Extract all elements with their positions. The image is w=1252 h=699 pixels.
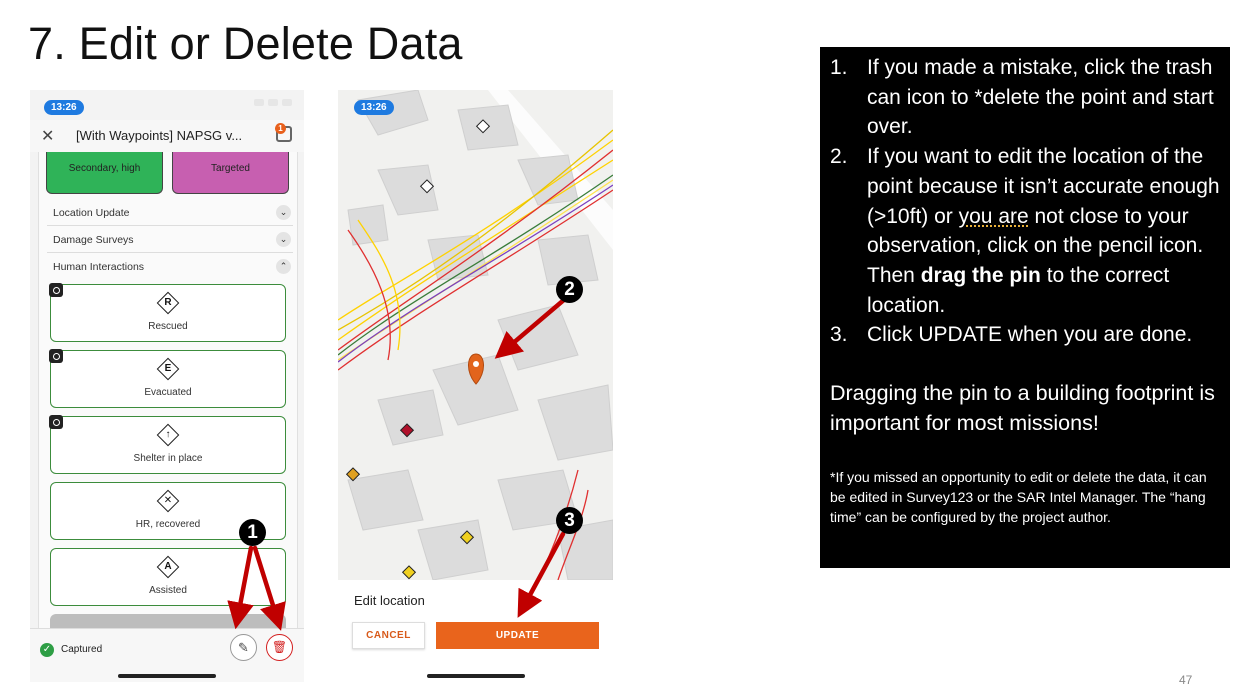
- captured-label: Captured: [61, 644, 103, 655]
- chevron-down-icon[interactable]: ⌄: [276, 205, 291, 220]
- choice-secondary-high[interactable]: Secondary, high: [46, 152, 163, 194]
- recovered-symbol-icon: ✕: [157, 490, 180, 513]
- chevron-up-icon[interactable]: ⌃: [276, 259, 291, 274]
- close-icon[interactable]: ✕: [41, 128, 55, 145]
- notification-badge: 1: [275, 123, 286, 134]
- step-1: 1. If you made a mistake, click the trash can icon to *delete the point and start over.: [830, 56, 1214, 139]
- group-label: Human Interactions: [53, 261, 145, 273]
- status-time: 13:26: [44, 100, 84, 115]
- check-icon: ✓: [40, 643, 54, 657]
- trash-delete-button[interactable]: 🗑: [266, 634, 293, 661]
- chevron-down-icon[interactable]: ⌄: [276, 232, 291, 247]
- page-number: 47: [1179, 673, 1193, 687]
- step-2: 2. If you want to edit the location of the point because it isn’t accurate enough (>10ft) or you are not close to your observation, click on the pencil icon. Then drag the pin to the correct location.: [830, 145, 1220, 317]
- status-time: 13:26: [354, 100, 394, 115]
- pencil-edit-button[interactable]: ✎: [230, 634, 257, 661]
- evacuated-symbol-icon: E: [157, 358, 180, 381]
- callout-2: 2: [556, 276, 583, 303]
- option-label: Shelter in place: [133, 453, 203, 464]
- drag-note: Dragging the pin to a building footprint is important for most missions!: [830, 381, 1215, 435]
- edit-location-label: Edit location: [354, 593, 425, 608]
- option-label: Evacuated: [144, 387, 192, 398]
- option-label: Assisted: [149, 585, 187, 596]
- shelter-symbol-icon: ↑: [157, 424, 180, 447]
- update-button[interactable]: UPDATE: [436, 622, 599, 649]
- assisted-symbol-icon: A: [157, 556, 180, 579]
- footnote: *If you missed an opportunity to edit or delete the data, it can be edited in Survey123 or the SAR Intel Manager. The “hang time” can be configured by the project author.: [830, 469, 1207, 526]
- slide-title: 7. Edit or Delete Data: [28, 18, 463, 69]
- cancel-button[interactable]: CANCEL: [352, 622, 425, 649]
- group-label: Damage Surveys: [53, 234, 134, 246]
- survey-title: [With Waypoints] NAPSG v...: [76, 128, 243, 143]
- rescued-symbol-icon: R: [157, 292, 180, 315]
- step-3: 3. Click UPDATE when you are done.: [830, 323, 1193, 347]
- option-label: HR, recovered: [135, 519, 201, 530]
- group-label: Location Update: [53, 207, 130, 219]
- option-label: Rescued: [148, 321, 188, 332]
- callout-1: 1: [239, 519, 266, 546]
- callout-3: 3: [556, 507, 583, 534]
- choice-targeted[interactable]: Targeted: [172, 152, 289, 194]
